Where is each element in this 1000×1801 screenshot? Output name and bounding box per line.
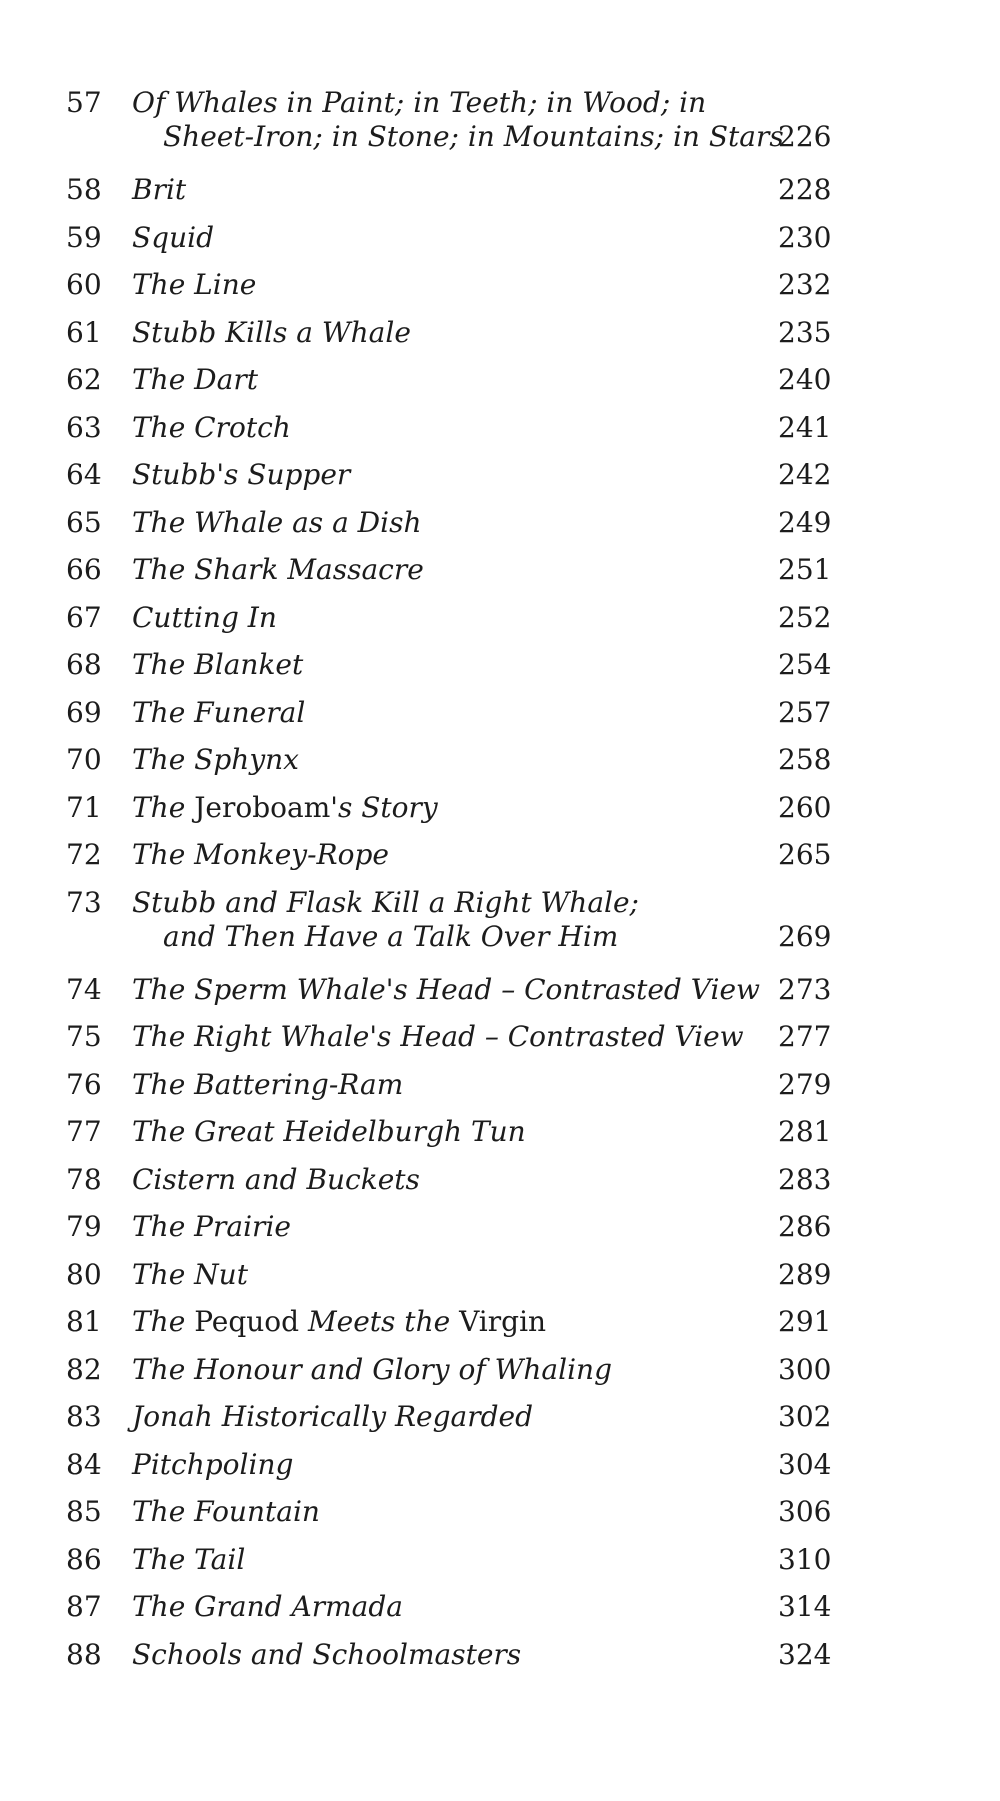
- chapter-title: The Line: [132, 268, 257, 301]
- ship-name: Pequod: [194, 1305, 300, 1338]
- chapter-title: The Crotch: [132, 411, 291, 444]
- chapter-number: 85: [66, 1495, 102, 1528]
- chapter-number: 63: [66, 411, 102, 444]
- chapter-title: Cutting In: [132, 601, 277, 634]
- chapter-title-line-2: Sheet-Iron; in Stone; in Mountains; in Stars: [163, 120, 784, 153]
- chapter-title: [132, 886, 732, 954]
- chapter-title-line-1: Of Whales in Paint; in Teeth; in Wood; in: [132, 86, 707, 119]
- toc-entry: [0, 1495, 1000, 1535]
- page-number: 304: [778, 1448, 832, 1481]
- chapter-title: [132, 1305, 732, 1339]
- chapter-number: 58: [66, 173, 102, 206]
- toc-entry: [0, 1020, 1000, 1060]
- toc-entry: [0, 973, 1000, 1013]
- toc-entry: [0, 838, 1000, 878]
- page-number: 252: [778, 601, 832, 634]
- toc-entry: [0, 1543, 1000, 1583]
- chapter-title: The Blanket: [132, 648, 304, 681]
- chapter-title-line-1: Stubb and Flask Kill a Right Whale;: [132, 886, 639, 919]
- toc-entry: [0, 458, 1000, 498]
- chapter-number: 77: [66, 1115, 102, 1148]
- chapter-title: Schools and Schoolmasters: [132, 1638, 522, 1671]
- chapter-title: The Fountain: [132, 1495, 320, 1528]
- page-number: 230: [778, 221, 832, 254]
- page-number: 314: [778, 1590, 832, 1623]
- page-number: 235: [778, 316, 832, 349]
- chapter-title: The Right Whale's Head – Contrasted View: [132, 1020, 744, 1053]
- page-number: 302: [778, 1400, 832, 1433]
- chapter-number: 69: [66, 696, 102, 729]
- toc-entry: [0, 1400, 1000, 1440]
- chapter-title: [132, 791, 732, 825]
- toc-entry: [0, 268, 1000, 308]
- chapter-number: 68: [66, 648, 102, 681]
- chapter-number: 84: [66, 1448, 102, 1481]
- toc-entry: [0, 1590, 1000, 1630]
- page-number: 242: [778, 458, 832, 491]
- chapter-number: 74: [66, 973, 102, 1006]
- toc-entry: [0, 173, 1000, 213]
- toc-entry: [0, 506, 1000, 546]
- page-number: 281: [778, 1115, 832, 1148]
- toc-entry: [0, 696, 1000, 736]
- page-number: 260: [778, 791, 832, 824]
- page-number: 232: [778, 268, 832, 301]
- toc-entry: [0, 1210, 1000, 1250]
- page-number: 269: [778, 920, 832, 953]
- chapter-title: The Battering-Ram: [132, 1068, 404, 1101]
- page-number: 249: [778, 506, 832, 539]
- chapter-title: The Dart: [132, 363, 258, 396]
- chapter-title: The Monkey-Rope: [132, 838, 389, 871]
- chapter-title-line-2: and Then Have a Talk Over Him: [163, 920, 619, 953]
- page-number: 228: [778, 173, 832, 206]
- toc-entry: [0, 1638, 1000, 1678]
- chapter-number: 70: [66, 743, 102, 776]
- page-number: 300: [778, 1353, 832, 1386]
- chapter-number: 75: [66, 1020, 102, 1053]
- chapter-number: 76: [66, 1068, 102, 1101]
- page-number: 277: [778, 1020, 832, 1053]
- chapter-title: Jonah Historically Regarded: [132, 1400, 534, 1433]
- chapter-number: 66: [66, 553, 102, 586]
- toc-entry: [0, 886, 1000, 966]
- toc-entry: [0, 791, 1000, 831]
- chapter-title: The Whale as a Dish: [132, 506, 422, 539]
- toc-entry: [0, 1258, 1000, 1298]
- chapter-number: 80: [66, 1258, 102, 1291]
- page-number: 279: [778, 1068, 832, 1101]
- chapter-number: 73: [66, 886, 102, 919]
- page-number: 324: [778, 1638, 832, 1671]
- chapter-number: 65: [66, 506, 102, 539]
- chapter-title: The Prairie: [132, 1210, 291, 1243]
- toc-entry: [0, 1305, 1000, 1345]
- page-number: 254: [778, 648, 832, 681]
- chapter-number: 61: [66, 316, 102, 349]
- toc-entry: [0, 1115, 1000, 1155]
- chapter-number: 86: [66, 1543, 102, 1576]
- page-number: 240: [778, 363, 832, 396]
- toc-entry: [0, 86, 1000, 166]
- page-number: 273: [778, 973, 832, 1006]
- page-number: 291: [778, 1305, 832, 1338]
- chapter-title: The Honour and Glory of Whaling: [132, 1353, 612, 1386]
- toc-entry: [0, 221, 1000, 261]
- page-number: 258: [778, 743, 832, 776]
- chapter-number: 87: [66, 1590, 102, 1623]
- ship-name: Virgin: [459, 1305, 547, 1338]
- toc-entry: [0, 1353, 1000, 1393]
- toc-entry: [0, 316, 1000, 356]
- chapter-title: Stubb's Supper: [132, 458, 351, 491]
- page-number: 306: [778, 1495, 832, 1528]
- toc-entry: [0, 1163, 1000, 1203]
- page-number: 283: [778, 1163, 832, 1196]
- chapter-title: Pitchpoling: [132, 1448, 294, 1481]
- page-number: 241: [778, 411, 832, 444]
- chapter-title: The Nut: [132, 1258, 248, 1291]
- toc-entry: [0, 553, 1000, 593]
- chapter-title: The Funeral: [132, 696, 306, 729]
- chapter-number: 72: [66, 838, 102, 871]
- page-number: 310: [778, 1543, 832, 1576]
- chapter-title: The Great Heidelburgh Tun: [132, 1115, 526, 1148]
- chapter-title: The Sphynx: [132, 743, 299, 776]
- chapter-title: Brit: [132, 173, 187, 206]
- chapter-number: 67: [66, 601, 102, 634]
- chapter-title-part: The: [132, 1305, 195, 1338]
- chapter-number: 79: [66, 1210, 102, 1243]
- page-number: 289: [778, 1258, 832, 1291]
- toc-entry: [0, 1068, 1000, 1108]
- page-number: 286: [778, 1210, 832, 1243]
- toc-entry: [0, 363, 1000, 403]
- chapter-number: 81: [66, 1305, 102, 1338]
- chapter-number: 64: [66, 458, 102, 491]
- chapter-title: The Shark Massacre: [132, 553, 424, 586]
- chapter-title: Stubb Kills a Whale: [132, 316, 411, 349]
- page-number: 257: [778, 696, 832, 729]
- chapter-title: Squid: [132, 221, 215, 254]
- chapter-title-part: 's Story: [330, 791, 438, 824]
- chapter-number: 78: [66, 1163, 102, 1196]
- page-number: 226: [778, 120, 832, 153]
- page-number: 251: [778, 553, 832, 586]
- chapter-title: [132, 86, 784, 154]
- chapter-number: 88: [66, 1638, 102, 1671]
- chapter-title-part: The: [132, 791, 195, 824]
- toc-entry: [0, 648, 1000, 688]
- toc-entry: [0, 411, 1000, 451]
- toc-entry: [0, 1448, 1000, 1488]
- ship-name: Jeroboam: [194, 791, 331, 824]
- chapter-title: The Sperm Whale's Head – Contrasted View: [132, 973, 760, 1006]
- chapter-number: 62: [66, 363, 102, 396]
- chapter-number: 57: [66, 86, 102, 119]
- toc-entry: [0, 601, 1000, 641]
- chapter-number: 60: [66, 268, 102, 301]
- page-number: 265: [778, 838, 832, 871]
- chapter-title-part: Meets the: [299, 1305, 460, 1338]
- chapter-number: 83: [66, 1400, 102, 1433]
- chapter-number: 59: [66, 221, 102, 254]
- chapter-number: 71: [66, 791, 102, 824]
- chapter-title: The Grand Armada: [132, 1590, 403, 1623]
- chapter-title: The Tail: [132, 1543, 246, 1576]
- chapter-title: Cistern and Buckets: [132, 1163, 420, 1196]
- toc-entry: [0, 743, 1000, 783]
- chapter-number: 82: [66, 1353, 102, 1386]
